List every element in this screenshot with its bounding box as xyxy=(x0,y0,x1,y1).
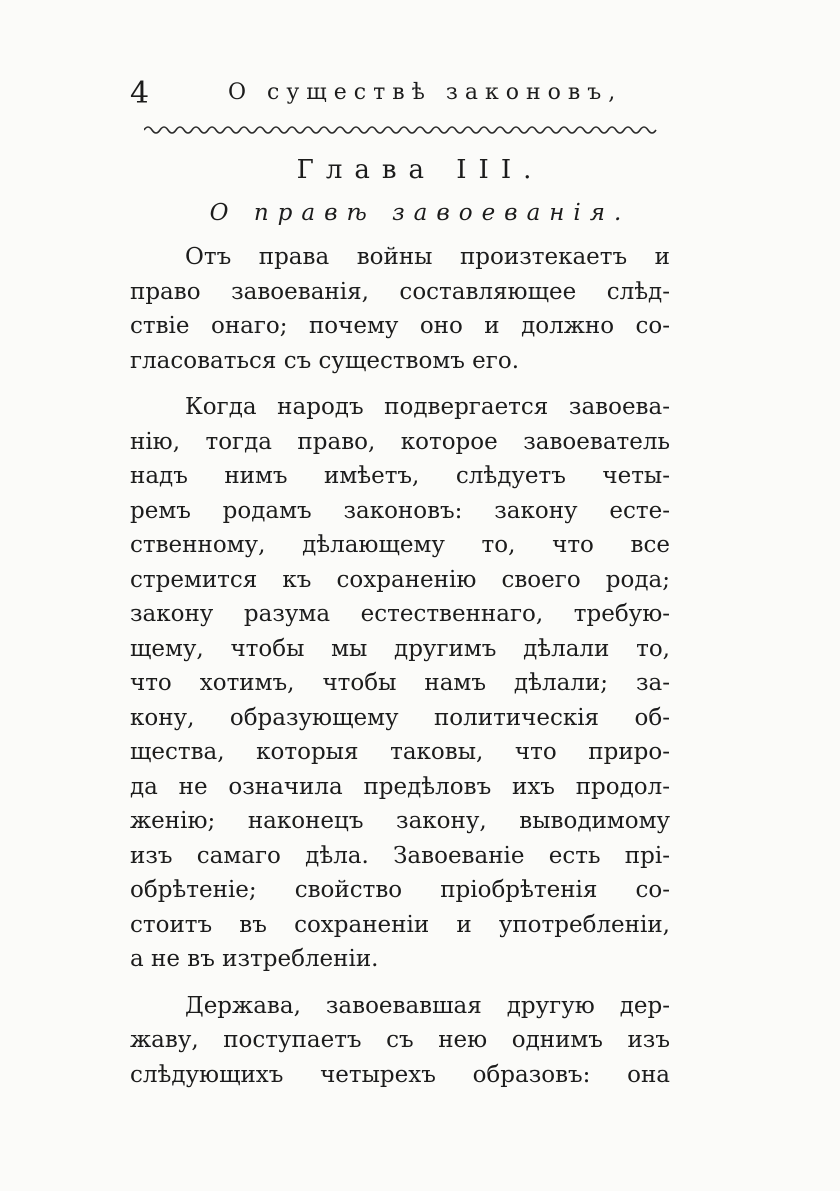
ornamental-rule xyxy=(144,118,664,136)
text-line: да не означила предѣловъ ихъ продол- xyxy=(130,773,670,800)
text-line: ственному, дѣлающему то, что все xyxy=(130,532,670,558)
text-line: нію, тогда право, которое завоеватель xyxy=(130,428,670,455)
body-text xyxy=(130,240,670,1092)
text-line: закону разума естественнаго, требую- xyxy=(130,601,670,627)
text-line: Отъ права войны произтекаетъ и xyxy=(185,244,670,270)
paragraph xyxy=(130,989,670,1093)
text-line: Когда народъ подвергается завоева- xyxy=(185,394,670,420)
page-number: 4 xyxy=(130,76,150,111)
text-line: кону, образующему политическія об- xyxy=(130,704,670,731)
text-line: ствіе онаго; почему оно и должно со- xyxy=(130,313,670,339)
chapter-label: Глава III. xyxy=(296,155,544,185)
text-line: женію; наконецъ закону, выводимому xyxy=(130,808,670,834)
text-line: слѣдующихъ четырехъ образовъ: она xyxy=(130,1061,670,1088)
chapter-title: О правѣ завоеванія. xyxy=(209,200,631,226)
text-line: гласоваться съ существомъ его. xyxy=(130,347,520,374)
text-line: право завоеванія, составляющее слѣд- xyxy=(130,278,670,305)
running-head-title: О существѣ законовъ, xyxy=(228,80,623,105)
paragraph xyxy=(130,390,670,977)
text-line: а не въ изтребленіи. xyxy=(130,946,379,972)
text-line: стоитъ въ сохраненіи и употребленіи, xyxy=(130,911,670,938)
text-line: щему, чтобы мы другимъ дѣлали то, xyxy=(130,635,670,662)
text-line: щества, которыя таковы, что приро- xyxy=(130,739,670,765)
text-line: жаву, поступаетъ съ нею однимъ изъ xyxy=(130,1027,670,1053)
text-line: ремъ родамъ законовъ: закону есте- xyxy=(130,497,670,524)
text-line: что хотимъ, чтобы намъ дѣлали; за- xyxy=(130,670,670,696)
text-line: Держава, завоевавшая другую дер- xyxy=(185,992,670,1019)
running-head xyxy=(128,70,688,120)
text-line: изъ самаго дѣла. Завоеваніе есть прі- xyxy=(130,842,670,869)
text-line: надъ нимъ имѣетъ, слѣдуетъ четы- xyxy=(130,463,670,489)
text-line: обрѣтеніе; свойство пріобрѣтенія со- xyxy=(130,877,670,903)
paragraph xyxy=(130,240,670,378)
text-line: стремится къ сохраненію своего рода; xyxy=(130,566,670,593)
